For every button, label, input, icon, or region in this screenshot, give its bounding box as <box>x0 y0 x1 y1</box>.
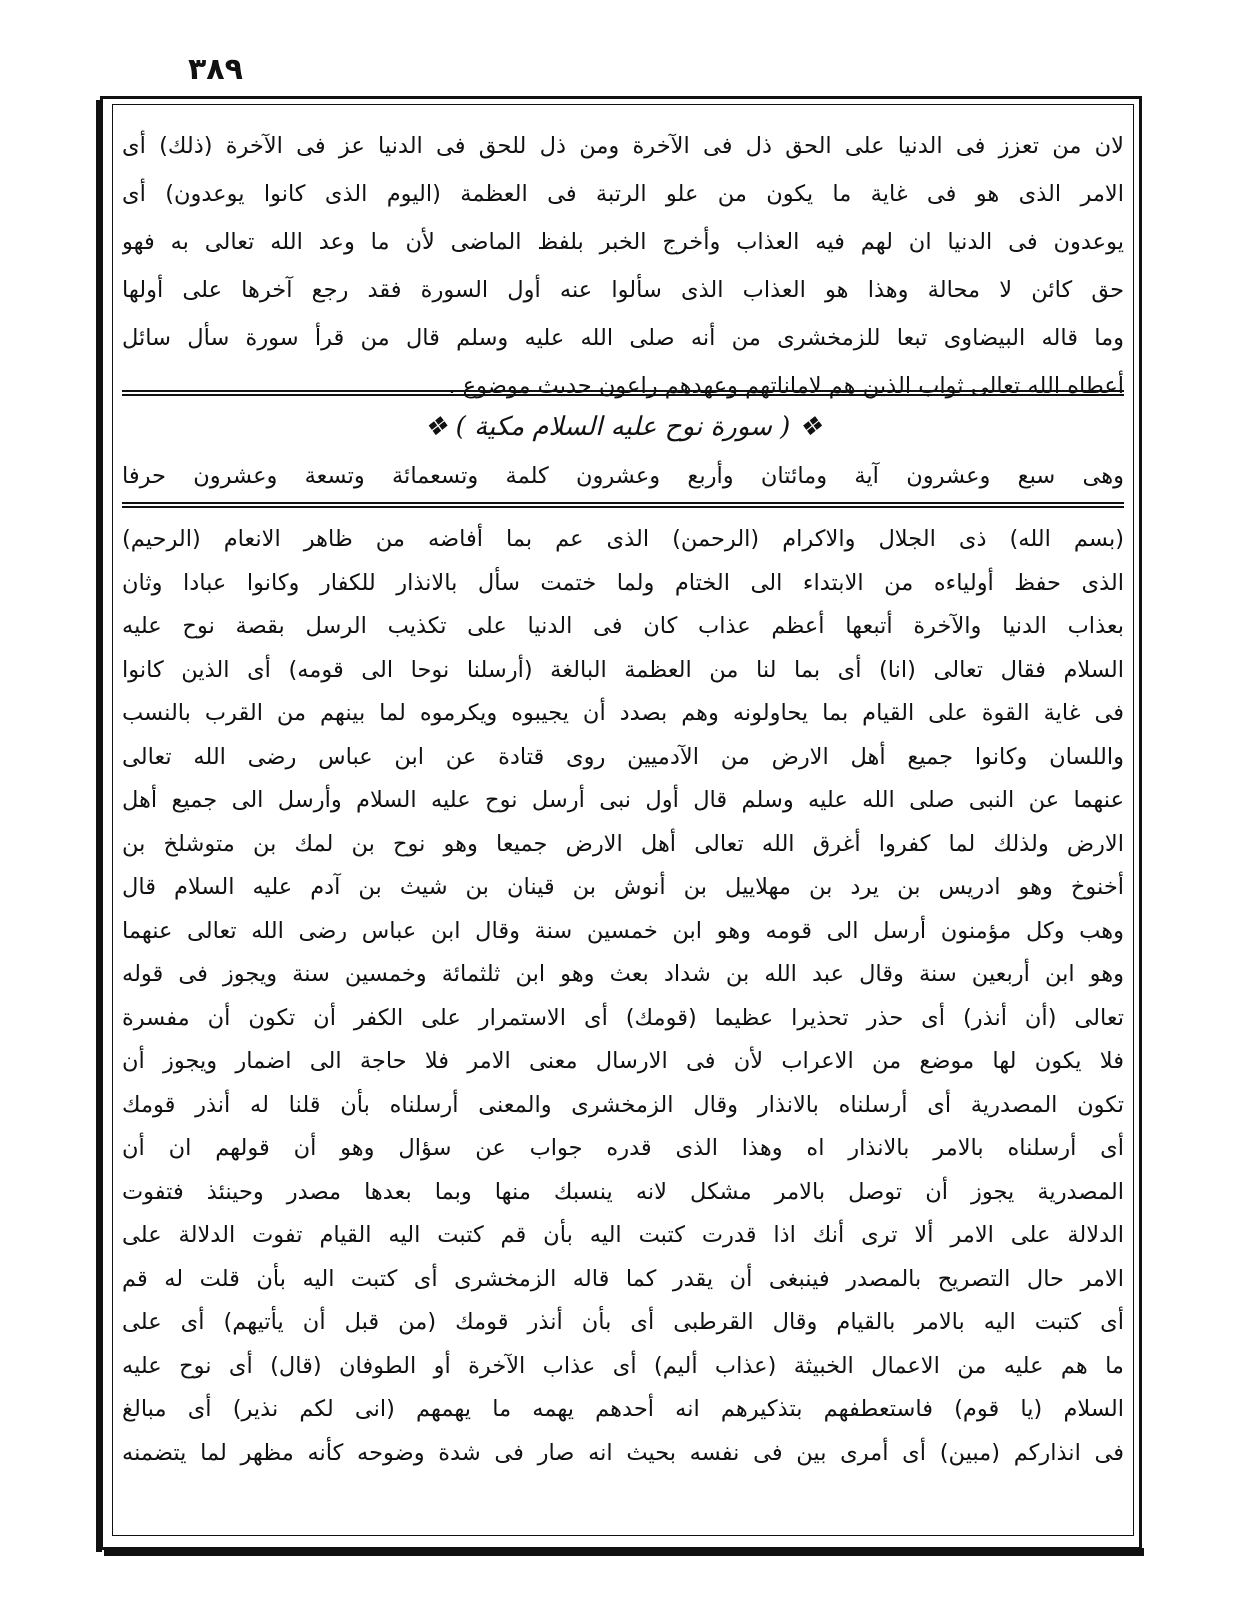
text-line: فى انذاركم (مبين) أى أمرى بين فى نفسه بحيث انه صار فى شدة وضوحه كأنه مظهر لما يتضمنه <box>122 1439 1124 1466</box>
text-line: ما هم عليه من الاعمال الخبيثة (عذاب أليم) أى عذاب الآخرة أو الطوفان (قال) أى نوح عليه <box>122 1352 1124 1379</box>
divider-rule-top <box>122 390 1124 396</box>
text-line: عنهما عن النبى صلى الله عليه وسلم قال أول نبى أرسل نوح عليه السلام وأرسل الى جميع أهل <box>122 787 1124 813</box>
divider-rule-bottom <box>122 502 1124 508</box>
text-line: أى أرسلناه بالامر بالانذار اه وهذا الذى قدره جواب عن سؤال وهو أن قولهم ان أن <box>122 1135 1124 1161</box>
section-main-text <box>122 518 1124 1475</box>
text-line: وهو ابن أربعين سنة وقال عبد الله بن شداد بعث وهو ابن ثلثمائة وخمسين سنة ويجوز فى قوله <box>122 961 1124 987</box>
text-line: أى كتبت اليه بالامر بالقيام وقال القرطبى أى بأن أنذر قومك (من قبل أن يأتيهم) أى على <box>122 1309 1124 1335</box>
text-line: الامر حال التصريح بالمصدر فينبغى أن يقدر كما قاله الزمخشرى أى كتبت اليه بأن قلت له قم <box>122 1265 1124 1292</box>
frame-shadow-bottom <box>104 1548 1144 1556</box>
text-line: تكون المصدرية أى أرسلناه بالانذار وقال الزمخشرى والمعنى أرسلناه بأن قلنا له أنذر قومك <box>122 1091 1124 1118</box>
text-line: الامر الذى هو فى غاية ما يكون من علو الرتبة فى العظمة (اليوم الذى كانوا يوعدون) أى <box>122 181 1124 207</box>
text-line: حق كائن لا محالة وهذا هو العذاب الذى سألوا عنه أول السورة فقد رجع آخرها على أولها <box>122 277 1124 303</box>
section-top-text <box>122 122 1124 410</box>
text-line: بعذاب الدنيا والآخرة أتبعها أعظم عذاب كان فى الدنيا على تكذيب الرسل بقصة نوح عليه <box>122 613 1124 639</box>
text-line: يوعدون فى الدنيا ان لهم فيه العذاب وأخرج الخبر بلفظ الماضى لأن ما وعد الله تعالى به فهو <box>122 229 1124 255</box>
text-line: الذى حفظ أولياءه من الابتداء الى الختام ولما ختمت سأل بالانذار للكفار وكانوا عبادا وثان <box>122 569 1124 596</box>
text-line: (بسم الله) ذى الجلال والاكرام (الرحمن) الذى عم بما أفاضه من ظاهر الانعام (الرحيم) <box>122 526 1124 552</box>
text-line: الدلالة على الامر ألا ترى أنك اذا قدرت كتبت اليه بأن قم كتبت اليه القيام تفوت الدلالة على <box>122 1222 1124 1248</box>
text-line: واللسان وكانوا جميع أهل الارض من الآدميين روى قتادة عن ابن عباس رضى الله تعالى <box>122 743 1124 770</box>
page-number: ٣٨٩ <box>188 52 243 87</box>
text-line: الارض ولذلك لما كفروا أغرق الله تعالى أهل الارض جميعا وهو نوح بن لمك بن متوشلخ بن <box>122 830 1124 857</box>
surah-info: وهى سبع وعشرون آية ومائتان وأربع وعشرون كلمة وتسعمائة وتسعة وعشرون حرفا <box>122 463 1124 489</box>
text-line: أخنوخ وهو ادريس بن يرد بن مهلاييل بن أنوش بن قينان بن شيث بن آدم عليه السلام قال <box>122 874 1124 900</box>
text-line: وما قاله البيضاوى تبعا للزمخشرى من أنه صلى الله عليه وسلم قال من قرأ سورة سأل سائل <box>122 325 1124 351</box>
text-line: فى غاية القوة على القيام بما يحاولونه وهم بصدد أن يجيبوه ويكرموه لما بينهم من القرب بالنسب <box>122 700 1124 726</box>
text-line: وهب وكل مؤمنون أرسل الى قومه وهو ابن خمسين سنة وقال ابن عباس رضى الله تعالى عنهما <box>122 917 1124 944</box>
text-line: أعطاه الله تعالى ثواب الذين هم لاماناتهم وعهدهم راعون حديث موضوع . <box>448 373 1124 399</box>
text-line: لان من تعزز فى الدنيا على الحق ذل فى الآخرة ومن ذل للحق فى الدنيا عز فى الآخرة (ذلك) أى <box>122 133 1124 159</box>
surah-title: ❖ ( سورة نوح عليه السلام مكية ) ❖ <box>424 412 822 442</box>
text-line: السلام فقال تعالى (انا) أى بما لنا من العظمة البالغة (أرسلنا نوحا الى قومه) أى الذين كانوا <box>122 656 1124 683</box>
text-line: المصدرية يجوز أن توصل بالامر مشكل لانه ينسبك منها وبما بعدها مصدر وحينئذ فتفوت <box>122 1178 1124 1205</box>
text-line: السلام (يا قوم) فاستعطفهم بتذكيرهم انه أحدهم يهمه ما يهمهم (انى لكم نذير) أى مبالغ <box>122 1396 1124 1422</box>
text-line: تعالى (أن أنذر) أى حذر تحذيرا عظيما (قومك) أى الاستمرار على الكفر أن تكون أن مفسرة <box>122 1004 1124 1031</box>
text-line: فلا يكون لها موضع من الاعراب لأن فى الارسال معنى الامر فلا حاجة الى اضمار ويجوز أن <box>122 1048 1124 1074</box>
